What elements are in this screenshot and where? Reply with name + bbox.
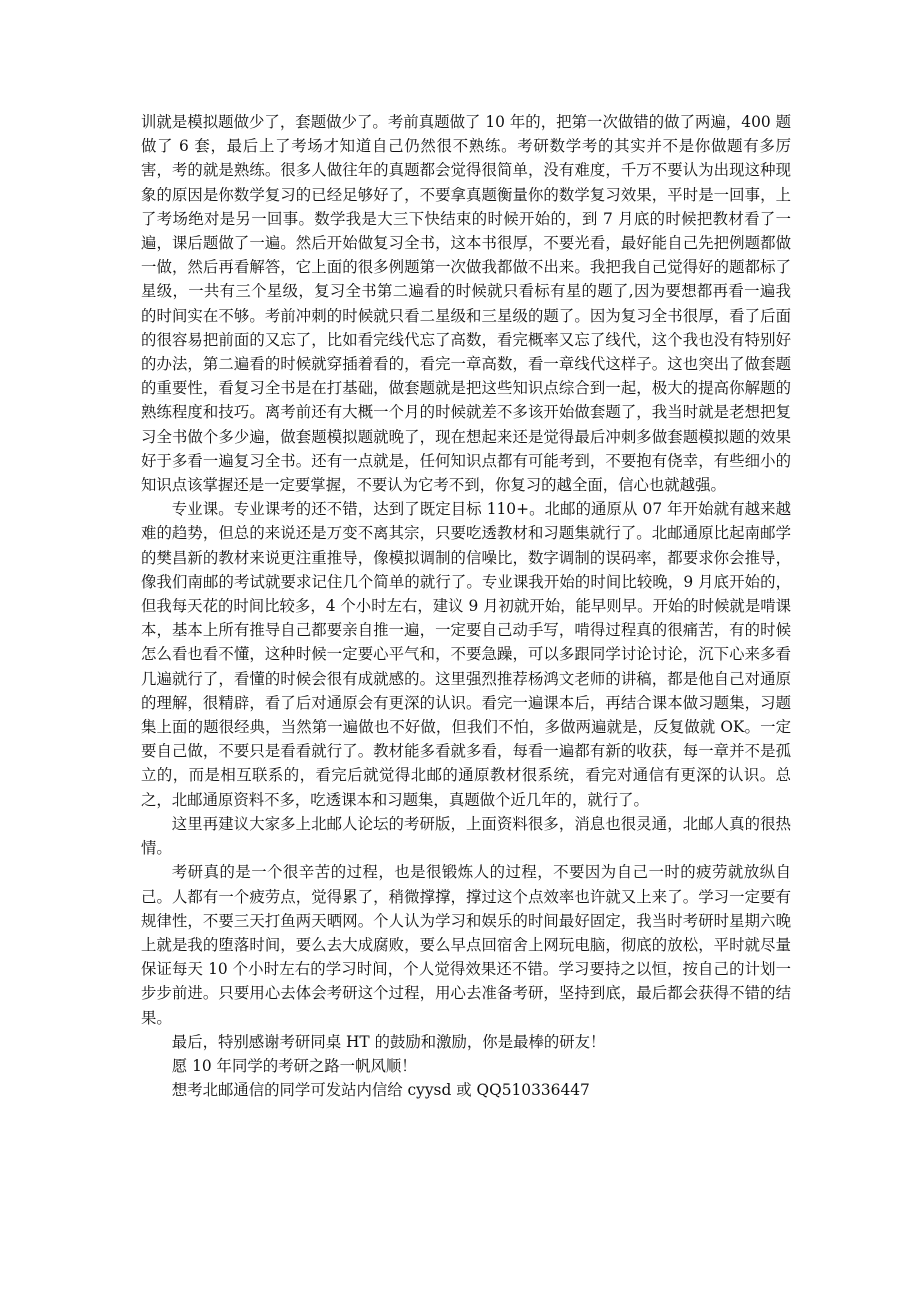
- paragraph-forum-advice: 这里再建议大家多上北邮人论坛的考研版，上面资料很多，消息也很灵通，北邮人真的很热情。: [141, 814, 791, 858]
- paragraph-wishes: 愿 10 年同学的考研之路一帆风顺！: [171, 1056, 417, 1075]
- paragraph-study-habits: 考研真的是一个很辛苦的过程，也是很锻炼人的过程，不要因为自己一时的疲劳就放纵自己。人都有一个疲劳点，觉得累了，稍微撑撑，撑过这个点效率也许就又上来了。学习一定要有规律性，不要三天打鱼两天晒网。个人认为学习和娱乐的时间最好固定，我当时考研时星期六晚上就是我的堕落时间，要么去大成腐败，要么早点回宿舍上网玩电脑，彻底的放松，平时就尽量保证每天 10 个小时左右的学习时间，个人觉得效果还不错。学习要持之以恒，按自己的计划一步步前进。只要用心去体会考研这个过程，用心去准备考研，坚持到底，最后都会获得不错的结果。: [141, 863, 791, 1027]
- paragraph-contact: 想考北邮通信的同学可发站内信给 cyysd 或 QQ510336447: [171, 1081, 590, 1100]
- paragraph-math-review: 训就是模拟题做少了，套题做少了。考前真题做了 10 年的，把第一次做错的做了两遍，400 题做了 6 套，最后上了考场才知道自己仍然很不熟练。考研数学考的其实并不是你做题有多厉害，考的就是熟练。很多人做往年的真题都会觉得很简单，没有难度，千万不要认为出现这种现象的原因是你数学复习的已经足够好了，不要拿真题衡量你的数学复习效果，平时是一回事，上了考场绝对是另一回事。数学我是大三下快结束的时候开始的，到 7 月底的时候把教材看了一遍，课后题做了一遍。然后开始做复习全书，这本书很厚，不要光看，最好能自己先把例题都做一做，然后再看解答，它上面的很多例题第一次做我都做不出来。我把我自己觉得好的题都标了星级，一共有三个星级，复习全书第二遍看的时候就只看标有星的题了,因为要想都再看一遍我的时间实在不够。考前冲刺的时候就只看二星级和三星级的题了。因为复习全书很厚，看了后面的很容易把前面的又忘了，比如看完线代忘了高数，看完概率又忘了线代，这个我也没有特别好的办法，第二遍看的时候就穿插着看的，看完一章高数，看一章线代这样子。这也突出了做套题的重要性，看复习全书是在打基础，做套题就是把这些知识点综合到一起，极大的提高你解题的熟练程度和技巧。离考前还有大概一个月的时候就差不多该开始做套题了，我当时就是老想把复习全书做个多少遍，做套题模拟题就晚了，现在想起来还是觉得最后冲刺多做套题模拟题的效果好于多看一遍复习全书。还有一点就是，任何知识点都有可能考到，不要抱有侥幸，有些细小的知识点该掌握还是一定要掌握，不要认为它考不到，你复习的越全面，信心也就越强。: [141, 113, 791, 495]
- paragraph-thanks: 最后，特别感谢考研同桌 HT 的鼓励和激励，你是最棒的研友！: [171, 1032, 606, 1051]
- paragraph-major-course: 专业课。专业课考的还不错，达到了既定目标 110+。北邮的通原从 07 年开始就有越来越难的趋势，但总的来说还是万变不离其宗，只要吃透教材和习题集就行了。北邮通原比起南邮学的樊昌新的教材来说更注重推导，像模拟调制的信噪比，数字调制的误码率，都要求你会推导，像我们南邮的考试就要求记住几个简单的就行了。专业课我开始的时间比较晚，9 月底开始的，但我每天花的时间比较多，4 个小时左右，建议 9 月初就开始，能早则早。开始的时候就是啃课本，基本上所有推导自己都要亲自推一遍，一定要自己动手写，啃得过程真的很痛苦，有的时候怎么看也看不懂，这种时候一定要心平气和，不要急躁，可以多跟同学讨论讨论，沉下心来多看几遍就行了，看懂的时候会很有成就感的。这里强烈推荐杨鸿文老师的讲稿，都是他自己对通原的理解，很精辟，看了后对通原会有更深的认识。看完一遍课本后，再结合课本做习题集，习题集上面的题很经典，当然第一遍做也不好做，但我们不怕，多做两遍就是，反复做就 OK。一定要自己做，不要只是看看就行了。教材能多看就多看，每看一遍都有新的收获，每一章并不是孤立的，而是相互联系的，看完后就觉得北邮的通原教材很系统，看完对通信有更深的认识。总之，北邮通原资料不多，吃透课本和习题集，真题做个近几年的，就行了。: [141, 500, 791, 809]
- document-body: [141, 110, 791, 1102]
